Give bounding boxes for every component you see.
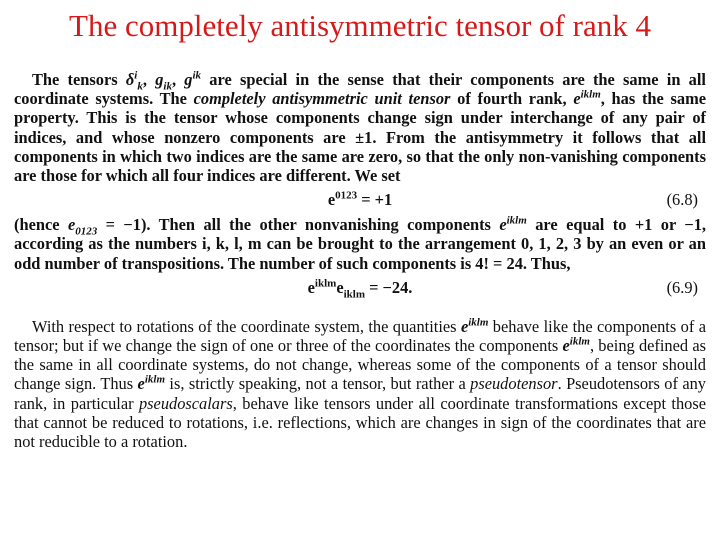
text-run: behave like the components of a tensor; but if we change the sign of one or three of the coordinates the components bbox=[14, 316, 706, 356]
text-run: ). Then all the other nonvanishing components bbox=[140, 215, 500, 235]
text-run: is, strictly speaking, not a tensor, but rather a bbox=[165, 374, 471, 394]
levi-civita-upper: $e^{iklm}$ bbox=[573, 88, 601, 109]
paragraph-permutations: (hence $e_{0123} = -1$). Then all the other nonvanishing components $e^{iklm}$ are equal to +1 or −1, according as the numbers i, k, l, m can be brought to the arrangement 0, 1, 2, 3 by an even or an odd number of transpositions. The number of such components is 4! = 24. Thus, bbox=[14, 214, 706, 273]
slide-title: The completely antisymmetric tensor of rank 4 bbox=[69, 8, 651, 43]
equation-number: (6.8) bbox=[666, 190, 698, 210]
spacer bbox=[14, 303, 706, 317]
levi-civita-upper: $e^{iklm}$ bbox=[499, 214, 527, 235]
metric-tensor-upper: $g^{ik}$ bbox=[184, 69, 202, 89]
equation-6-9 bbox=[14, 273, 706, 303]
levi-civita-upper: $e^{iklm}$ bbox=[460, 316, 489, 336]
text-run: , being defined as the same in all coordinate systems, do not change, whereas some of the components of a tensor should change sign. Thus bbox=[14, 336, 706, 394]
paragraph-definition: The tensors $\delta^i_k$, $g_{ik}$, $g^{ik}$ are special in the sense that their components are the same in all coordinate systems. The completely antisymmetric unit tensor of fourth rank, $e^{iklm}$, has the same property. This is the tensor whose components change sign under interchange of any pair of indices, and whose nonzero components are ±1. From the antisymmetry it follows that all components in which two indices are the same are zero, so that the only non-vanishing components are those for which all four indices are different. We set bbox=[14, 69, 706, 186]
emphasis-term: pseudotensor bbox=[470, 374, 558, 394]
emphasis-term: pseudoscalars bbox=[138, 393, 233, 413]
text-run: The tensors bbox=[32, 70, 126, 89]
text-run: are special in the sense that their components are the same in all coordinate systems. The bbox=[14, 70, 706, 109]
equation-number: (6.9) bbox=[666, 277, 698, 297]
text-run: (hence bbox=[14, 215, 68, 235]
text-run: , has the same property. This is the tensor whose components change sign under interchange of any pair of indices, and whose nonzero components are ±1. From the antisymmetry it follows that all components in which two indices are the same are zero, so that the only non-vanishing components are those for which all four indices are different. We set bbox=[14, 89, 706, 186]
levi-civita-upper: $e^{iklm}$ bbox=[562, 335, 590, 356]
levi-civita-upper: $e^{iklm}$ bbox=[137, 373, 165, 394]
emphasis-term: completely antisymmetric unit tensor bbox=[193, 89, 451, 109]
equation-6-8 bbox=[14, 185, 706, 215]
equation-math: $e^{0123} = +1$ bbox=[327, 189, 393, 210]
paragraph-pseudotensor bbox=[14, 317, 706, 451]
scanned-text-block bbox=[14, 70, 706, 451]
text-run: . Pseudotensors of any rank, in particular bbox=[14, 374, 706, 413]
equation-math: $e^{iklm}e_{iklm} = -24$. bbox=[307, 277, 413, 301]
metric-tensor-lower: $g_{ik}$ bbox=[155, 70, 172, 93]
levi-civita-lower: $e_{0123}$ bbox=[67, 215, 98, 238]
kronecker-delta: $\delta^i_k$ bbox=[125, 69, 143, 93]
text-run: of fourth rank, bbox=[450, 89, 574, 109]
text-run: are equal to +1 or −1, according as the numbers i, k, l, m can be brought to the arrangement 0, 1, 2, 3 by an even or an odd number of transpositions. The number of such components is 4! = 24. Thus, bbox=[14, 215, 706, 273]
text-run: , behave like tensors under all coordinate transformations except those that cannot be reduced to rotations, i.e. reflections, which are changes in sign of the coordinates that are not reducible to a rotation. bbox=[14, 393, 706, 452]
text-run: With respect to rotations of the coordinate system, the quantities bbox=[32, 316, 461, 336]
